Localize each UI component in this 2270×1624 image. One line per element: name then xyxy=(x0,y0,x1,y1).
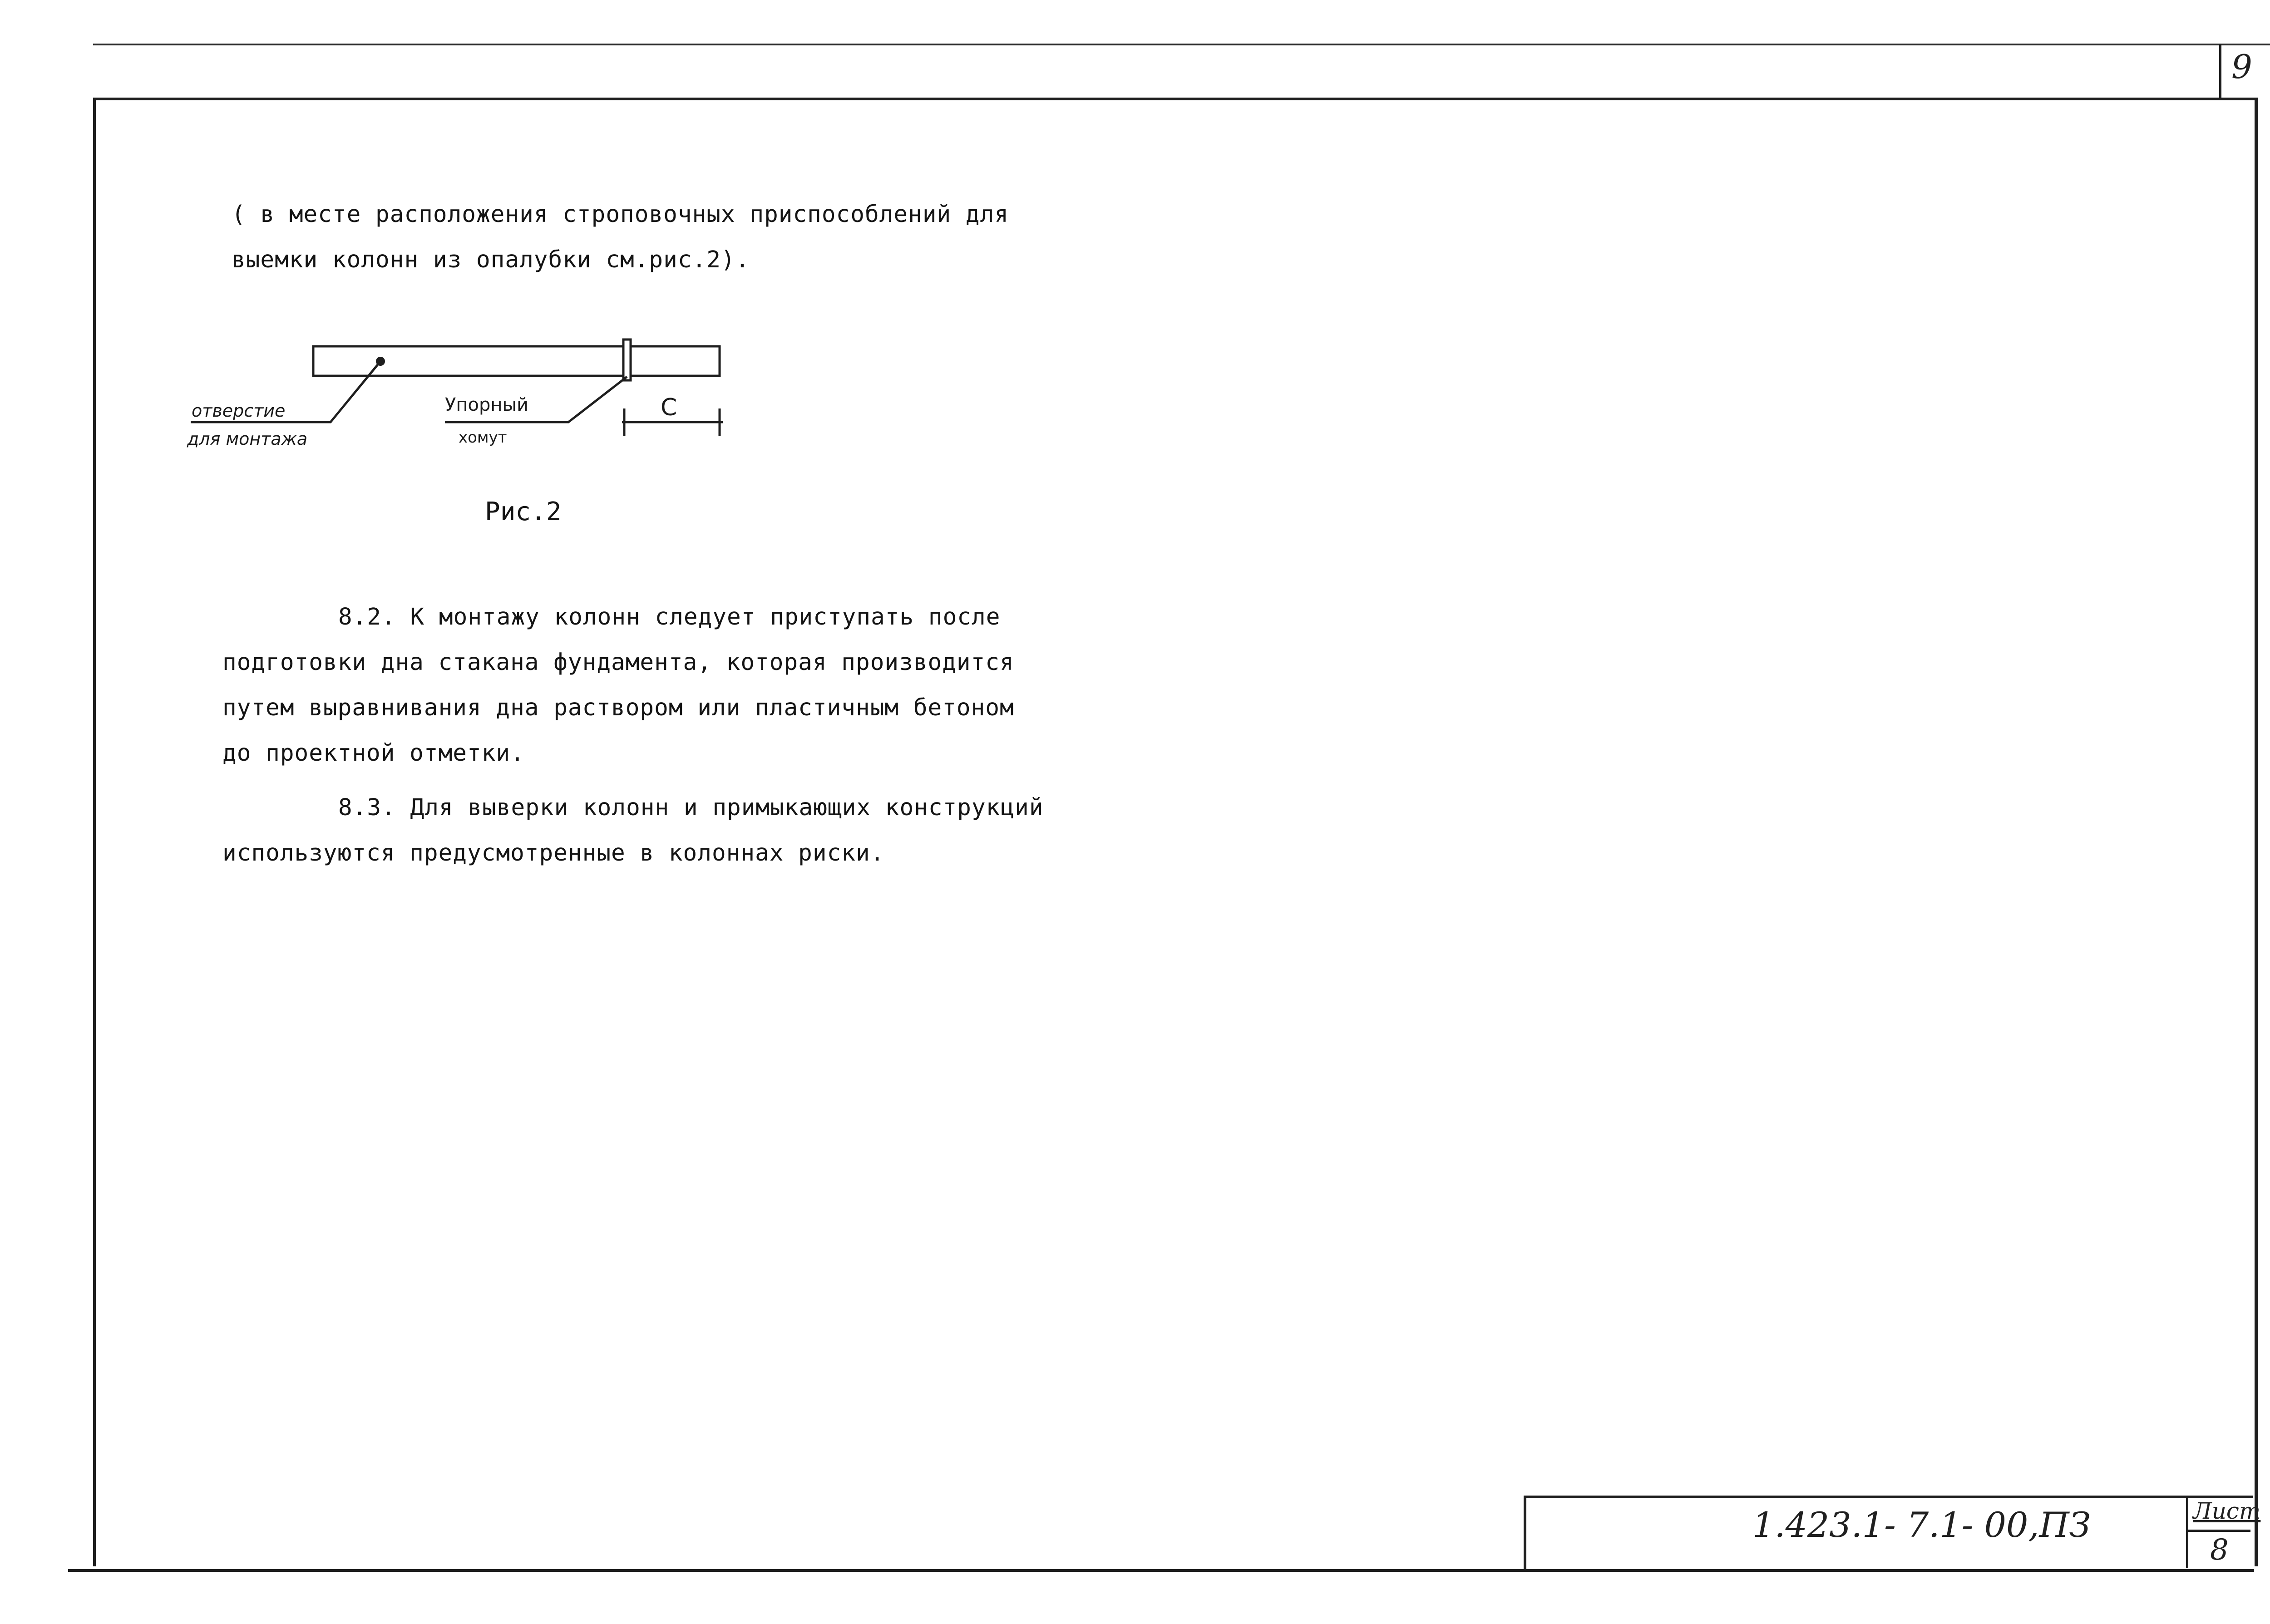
intro-line-2: выемки колонн из опалубки см.рис.2). xyxy=(232,246,750,273)
title-block-sheet-divider xyxy=(2186,1530,2250,1532)
p82-line-3: путем выравнивания дна раствором или пластичным бетоном xyxy=(222,694,1014,721)
sheet-number: 8 xyxy=(2210,1533,2229,1567)
sheet-label: Лист xyxy=(2193,1498,2261,1524)
p82-line-1: 8.2. К монтажу колонн следует приступать после xyxy=(338,604,1001,630)
figure-caption: Рис.2 xyxy=(485,497,562,527)
label-clamp-line-2: хомут xyxy=(459,428,507,447)
label-hole-line-2: для монтажа xyxy=(187,429,308,449)
dimension-label: С xyxy=(661,394,677,421)
intro-line-1: ( в месте расположения строповочных приспособлений для xyxy=(232,201,1009,228)
column-bar xyxy=(313,346,720,376)
label-hole-line-1: отверстие xyxy=(192,401,286,421)
p82-line-4: до проектной отметки. xyxy=(222,740,525,767)
p83-line-1: 8.3. Для выверки колонн и примыкающих конструкций xyxy=(338,794,1044,821)
title-block-divider xyxy=(2186,1496,2188,1568)
label-clamp-line-1: Упорный xyxy=(445,394,529,415)
document-code: 1.423.1- 7.1- 00,ПЗ xyxy=(1752,1505,2091,1545)
page-number: 9 xyxy=(2231,48,2252,86)
p83-line-2: используются предусмотренные в колоннах риски. xyxy=(222,840,885,866)
stop-clamp xyxy=(623,340,631,380)
p82-line-2: подготовки дна стакана фундамента, которая производится xyxy=(222,649,1014,676)
